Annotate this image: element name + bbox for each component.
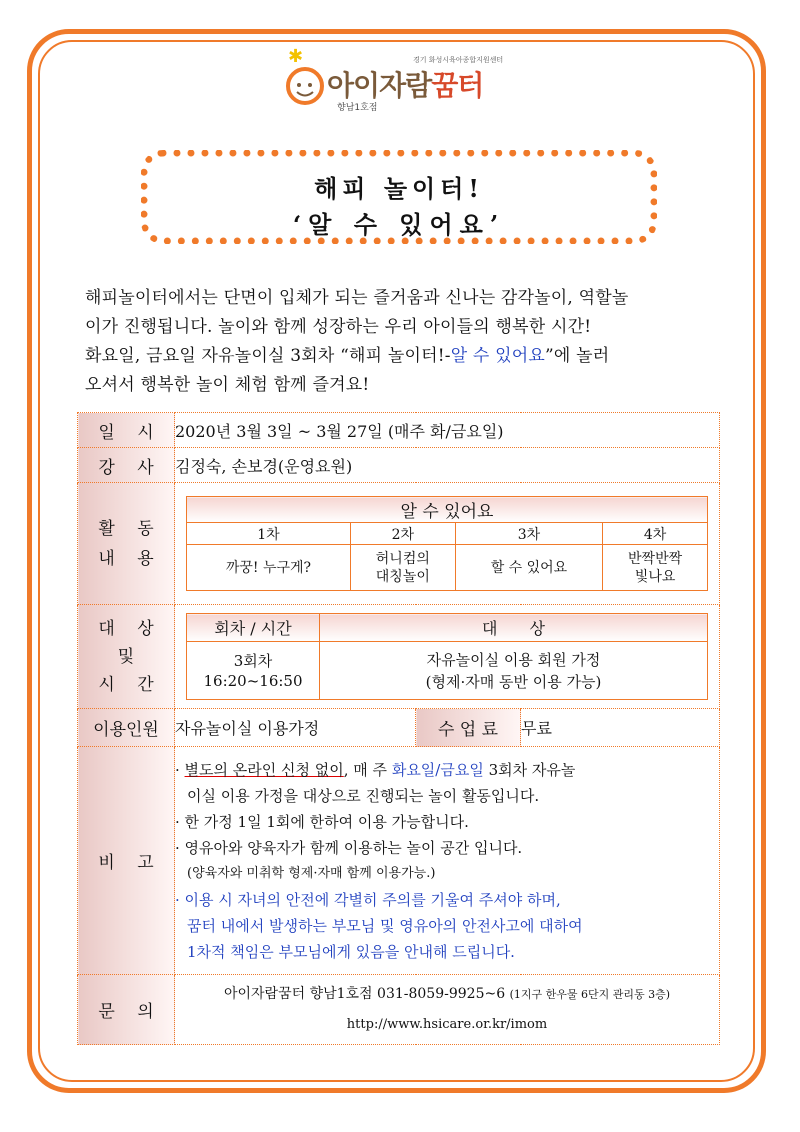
note-item: · 별도의 온라인 신청 없이, 매 주 화요일/금요일 3회차 자유놀 [175,760,576,779]
notes-cell [175,747,720,975]
round-label: 1차 [187,523,351,545]
table-row [78,448,720,483]
target-label: 대 상 및 시 간 [78,605,175,709]
activity-cell [175,483,720,605]
capacity-value: 자유놀이실 이용가정 [175,709,416,747]
note-item: · 영유아와 양육자가 함께 이용하는 놀이 공간 입니다. [175,838,523,857]
child-face-icon [285,66,325,106]
instructor-value: 김정숙, 손보경(운영요원) [175,448,720,483]
table-row [78,605,720,709]
note-item: · 한 가정 1일 1회에 한하여 이용 가능합니다. [175,812,469,831]
target-table [186,613,708,700]
notes-label: 비 고 [78,747,175,975]
target-header: 대 상 [320,614,708,642]
session-time: 3회차 16:20~16:50 [187,642,320,700]
activity-item: 할 수 있어요 [455,545,602,591]
note-item: · 이용 시 자녀의 안전에 각별히 주의를 기울여 주셔야 하며, [175,890,561,909]
target-cell [175,605,720,709]
table-row [78,747,720,975]
activity-header: 알 수 있어요 [187,497,708,523]
fee-label: 수 업 료 [416,709,521,747]
intro-line: 해피놀이터에서는 단면이 입체가 되는 즐거움과 신나는 감각놀이, 역할놀 [85,288,629,308]
target-desc: 자유놀이실 이용 회원 가정 (형제·자매 동반 이용 가능) [320,642,708,700]
star-icon: ✱ [288,46,304,67]
capacity-label: 이용인원 [78,709,175,747]
contact-label: 문 의 [78,975,175,1045]
contact-cell [175,975,720,1045]
activity-label: 활 동 내 용 [78,483,175,605]
fee-value: 무료 [521,709,720,747]
date-value: 2020년 3월 3일 ~ 3월 27일 (매주 화/금요일) [175,413,720,448]
activity-item: 반짝반짝 빛나요 [603,545,708,591]
table-row [78,709,720,747]
info-table [77,412,720,1045]
title-line1: 해피 놀이터! [314,174,484,203]
logo [285,46,535,122]
note-item: (양육자와 미취학 형제·자매 함께 이용가능.) [187,865,436,881]
logo-org-text: 경기 화성시육아종합지원센터 [413,56,504,64]
logo-branch: 향남1호점 [337,103,378,113]
logo-name: 아이자람꿈터 [327,69,484,102]
contact-line: 아이자람꿈터 향남1호점 031-8059-9925~6 (1지구 한우물 6단지 관리동 3층) [223,986,671,1002]
activity-item: 까꿍! 누구게? [187,545,351,591]
table-row [78,413,720,448]
contact-url[interactable]: http://www.hsicare.or.kr/imom [346,1017,548,1032]
round-label: 2차 [350,523,455,545]
note-item: 이실 이용 가정을 대상으로 진행되는 놀이 활동입니다. [187,786,540,805]
note-item: 꿈터 내에서 발생하는 부모님 및 영유아의 안전사고에 대하여 [187,916,583,935]
activity-table [186,496,708,591]
session-time-header: 회차 / 시간 [187,614,320,642]
date-label: 일 시 [78,413,175,448]
title-line2: ‘알 수 있어요’ [292,210,506,239]
table-row [78,975,720,1045]
title-box [141,150,657,244]
instructor-label: 강 사 [78,448,175,483]
activity-item: 허니컴의 대칭놀이 [350,545,455,591]
round-label: 3차 [455,523,602,545]
round-label: 4차 [603,523,708,545]
intro-line: 화요일, 금요일 자유놀이실 3회차 “해피 놀이터!-알 수 있어요”에 놀러 [85,346,610,366]
table-row [78,483,720,605]
intro-paragraph [85,284,725,400]
intro-line: 이가 진행됩니다. 놀이와 함께 성장하는 우리 아이들의 행복한 시간! [85,317,592,337]
intro-line: 오셔서 행복한 놀이 체험 함께 즐겨요! [85,375,370,395]
note-item: 1차적 책임은 부모님에게 있음을 안내해 드립니다. [187,942,515,961]
